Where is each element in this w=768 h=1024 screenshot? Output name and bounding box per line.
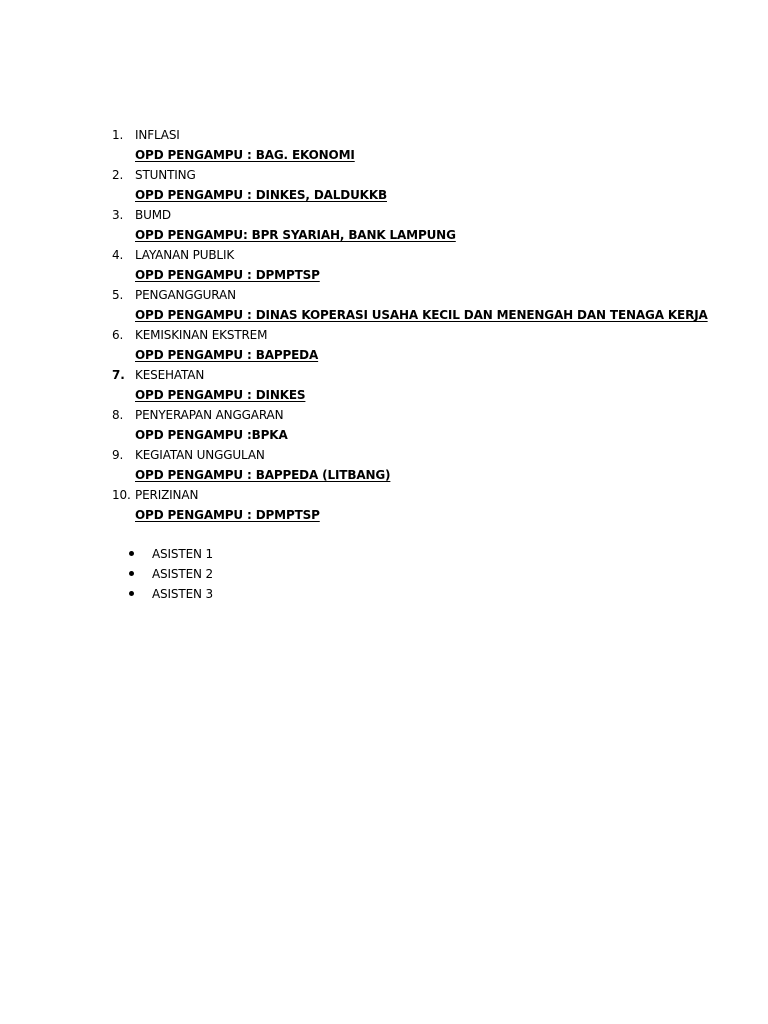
opd-pengampu-text: OPD PENGAMPU : DPMPTSP (135, 268, 320, 282)
list-item (108, 165, 748, 205)
opd-pengampu-text: OPD PENGAMPU : DINAS KOPERASI USAHA KECIL DAN MENENGAH DAN TENAGA KERJA (135, 308, 708, 322)
list-number: 7. (112, 368, 125, 382)
topic-text: LAYANAN PUBLIK (135, 248, 235, 262)
list-item (108, 285, 748, 325)
topic-text: KEGIATAN UNGGULAN (135, 448, 265, 462)
topic-text: BUMD (135, 208, 172, 222)
list-number: 4. (112, 248, 124, 262)
list-item (108, 405, 748, 445)
topic-text: PENGANGGURAN (135, 288, 236, 302)
topic-text: PENYERAPAN ANGGARAN (135, 408, 284, 422)
opd-pengampu-text: OPD PENGAMPU : DINKES, DALDUKKB (135, 188, 387, 202)
list-item (108, 325, 748, 365)
list-number: 3. (112, 208, 124, 222)
list-item (108, 365, 748, 405)
opd-pengampu-text: OPD PENGAMPU : DPMPTSP (135, 508, 320, 522)
list-item (108, 245, 748, 285)
topic-text: KESEHATAN (135, 368, 205, 382)
opd-pengampu-text: OPD PENGAMPU : BAPPEDA (LITBANG) (135, 468, 391, 482)
topic-text: KEMISKINAN EKSTREM (135, 328, 268, 342)
bullet-item (128, 584, 428, 604)
bullet-icon (129, 591, 134, 596)
bullet-list (128, 544, 428, 604)
bullet-text: ASISTEN 1 (152, 547, 213, 561)
list-number: 8. (112, 408, 124, 422)
bullet-item (128, 544, 428, 564)
bullet-text: ASISTEN 2 (152, 567, 213, 581)
list-number: 9. (112, 448, 124, 462)
opd-pengampu-text: OPD PENGAMPU: BPR SYARIAH, BANK LAMPUNG (135, 228, 456, 242)
list-number: 1. (112, 128, 124, 142)
list-item (108, 485, 748, 525)
list-number: 2. (112, 168, 124, 182)
bullet-item (128, 564, 428, 584)
opd-pengampu-text: OPD PENGAMPU :BPKA (135, 428, 288, 442)
opd-pengampu-text: OPD PENGAMPU : BAPPEDA (135, 348, 319, 362)
topic-text: INFLASI (135, 128, 180, 142)
opd-pengampu-text: OPD PENGAMPU : DINKES (135, 388, 306, 402)
list-item (108, 125, 748, 165)
opd-pengampu-text: OPD PENGAMPU : BAG. EKONOMI (135, 148, 355, 162)
list-item (108, 205, 748, 245)
list-number: 6. (112, 328, 124, 342)
list-item (108, 445, 748, 485)
list-number: 10. (112, 488, 131, 502)
topic-text: STUNTING (135, 168, 196, 182)
bullet-text: ASISTEN 3 (152, 587, 213, 601)
topic-text: PERIZINAN (135, 488, 199, 502)
bullet-icon (129, 571, 134, 576)
list-number: 5. (112, 288, 124, 302)
numbered-list (108, 125, 748, 525)
bullet-icon (129, 551, 134, 556)
